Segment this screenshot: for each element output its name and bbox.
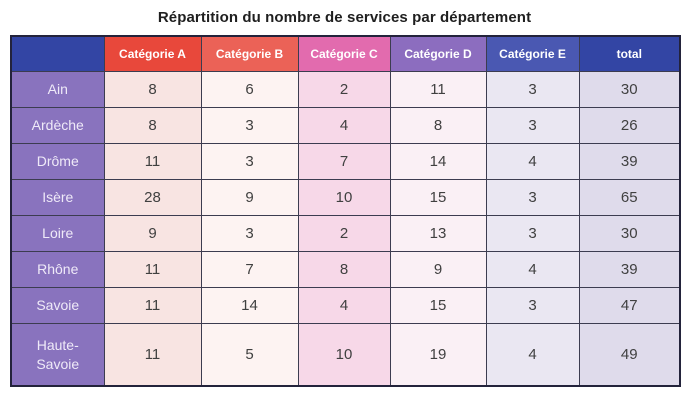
row-header-haute-savoie — [11, 324, 104, 387]
row-header-loire: Loire — [11, 216, 104, 252]
table-cell: 15 — [390, 288, 486, 324]
table-row — [11, 108, 680, 144]
table-cell: 9 — [390, 252, 486, 288]
table-cell: 3 — [486, 180, 579, 216]
column-header-categorie-e: Catégorie E — [486, 36, 579, 72]
row-header-ain: Ain — [11, 72, 104, 108]
table-cell: 7 — [298, 144, 390, 180]
table-cell-total: 49 — [579, 324, 680, 387]
table-cell: 2 — [298, 216, 390, 252]
table-cell-total: 47 — [579, 288, 680, 324]
table-cell: 8 — [298, 252, 390, 288]
column-header-categorie-d: Catégorie D — [390, 36, 486, 72]
table-row — [11, 72, 680, 108]
table-cell: 9 — [201, 180, 298, 216]
table-cell: 8 — [104, 72, 201, 108]
table-cell: 7 — [201, 252, 298, 288]
header-row — [11, 36, 680, 72]
table-cell-total: 26 — [579, 108, 680, 144]
table-cell: 10 — [298, 324, 390, 387]
table-cell: 14 — [390, 144, 486, 180]
table-cell: 3 — [486, 216, 579, 252]
table-cell: 13 — [390, 216, 486, 252]
table-cell: 5 — [201, 324, 298, 387]
column-header-blank — [11, 36, 104, 72]
table-row — [11, 324, 680, 387]
row-header-drome: Drôme — [11, 144, 104, 180]
row-header-ardeche: Ardèche — [11, 108, 104, 144]
table-cell: 15 — [390, 180, 486, 216]
table-cell: 6 — [201, 72, 298, 108]
table-cell: 9 — [104, 216, 201, 252]
table-cell: 4 — [298, 108, 390, 144]
table-cell: 11 — [104, 288, 201, 324]
column-header-categorie-c: Catégorie C — [298, 36, 390, 72]
table-cell: 19 — [390, 324, 486, 387]
table-row — [11, 180, 680, 216]
table-cell: 4 — [298, 288, 390, 324]
table-cell: 11 — [104, 252, 201, 288]
column-header-categorie-b: Catégorie B — [201, 36, 298, 72]
table-cell: 4 — [486, 324, 579, 387]
table-cell: 28 — [104, 180, 201, 216]
column-header-categorie-a: Catégorie A — [104, 36, 201, 72]
table-cell: 4 — [486, 252, 579, 288]
table-cell: 8 — [104, 108, 201, 144]
table-cell: 3 — [201, 144, 298, 180]
table-cell: 14 — [201, 288, 298, 324]
page-title: Répartition du nombre de services par département — [157, 9, 532, 26]
table-cell: 4 — [486, 144, 579, 180]
table-cell: 3 — [486, 72, 579, 108]
table-cell-total: 65 — [579, 180, 680, 216]
table-cell-total: 39 — [579, 252, 680, 288]
table-cell: 11 — [390, 72, 486, 108]
services-table — [10, 35, 681, 387]
table-cell: 3 — [486, 288, 579, 324]
table-cell: 11 — [104, 144, 201, 180]
row-header-savoie: Savoie — [11, 288, 104, 324]
table-cell: 8 — [390, 108, 486, 144]
table-cell: 3 — [201, 108, 298, 144]
table-cell: 10 — [298, 180, 390, 216]
row-header-isere: Isère — [11, 180, 104, 216]
table-cell: 2 — [298, 72, 390, 108]
table-row — [11, 288, 680, 324]
column-header-total: total — [579, 36, 680, 72]
table-cell-total: 30 — [579, 72, 680, 108]
table-cell-total: 30 — [579, 216, 680, 252]
table-row — [11, 216, 680, 252]
table-cell: 3 — [486, 108, 579, 144]
table-row — [11, 144, 680, 180]
row-header-label: Haute-Savoie — [36, 336, 80, 372]
table-cell: 11 — [104, 324, 201, 387]
table-row — [11, 252, 680, 288]
row-header-rhone: Rhône — [11, 252, 104, 288]
table-cell: 3 — [201, 216, 298, 252]
table-cell-total: 39 — [579, 144, 680, 180]
